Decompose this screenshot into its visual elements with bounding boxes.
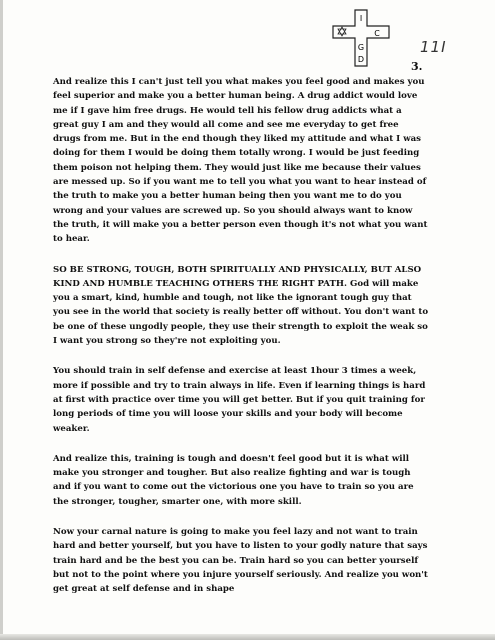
paragraph: And realize this I can't just tell you what makes you feel good and makes you feel superior and make you a better human being. A drug addict would love me if I gave him free drugs. He would tell his fellow drug addicts what a great guy I am and they would all come and see me everyday to get free drugs from me. But in the end though they liked my attitude and what I was doing for them I would be doing them totally wrong. I would be just feeding them poison not helping them. They would just like me because their values are messed up. So if you want me to tell you what you want to hear instead of the truth to make you a better human being then you want me to do you wrong and your values are screwed up. So you should always want to know the truth, it will make you a better person even though it's not what you want to hear.: [53, 77, 428, 245]
paragraph: SO BE STRONG, TOUGH, BOTH SPIRITUALLY AND PHYSICALLY, BUT ALSO KIND AND HUMBLE TEACHING OTHERS THE RIGHT PATH. God will make you a smart, kind, humble and tough, not like the ignorant tough guy that you see in the world that society is really better off without. You don't want to be one of these ungodly people, they use their strength to exploit the weak so I want you strong so they're not exploiting you.: [53, 264, 429, 347]
cross-letter-bottom: G: [357, 43, 365, 52]
hand-drawn-cross-icon: [329, 8, 399, 68]
page-left-edge: [0, 0, 3, 640]
document-body: [53, 75, 429, 613]
star-of-david-icon: [338, 27, 346, 36]
handwritten-page-mark: 11I: [420, 38, 447, 56]
page-bottom-edge: [0, 634, 495, 640]
page-number: 3.: [411, 60, 423, 73]
cross-letter-right: C: [374, 29, 380, 38]
cross-letter-top: I: [359, 14, 363, 23]
paragraph: Now your carnal nature is going to make you feel lazy and not want to train hard and better yourself, but you have to listen to your godly nature that says train hard and be the best you can be. Train hard so you can better yourself but not to the point where you injure yourself seriously. And realize you won't get great at self defense and in shape: [53, 527, 428, 595]
cross-letter-base: D: [357, 55, 365, 64]
paragraph: You should train in self defense and exercise at least 1hour 3 times a week, more if possible and try to train always in life. Even if learning things is hard at first with practice over time you will get better. But if you quit training for long periods of time you will loose your skills and your body will become weaker.: [53, 366, 426, 434]
paragraph: And realize this, training is tough and doesn't feel good but it is what will make you stronger and tougher. But also realize fighting and war is tough and if you want to come out the victorious one you have to train so you are the stronger, tougher, smarter one, with more skill.: [53, 453, 414, 507]
